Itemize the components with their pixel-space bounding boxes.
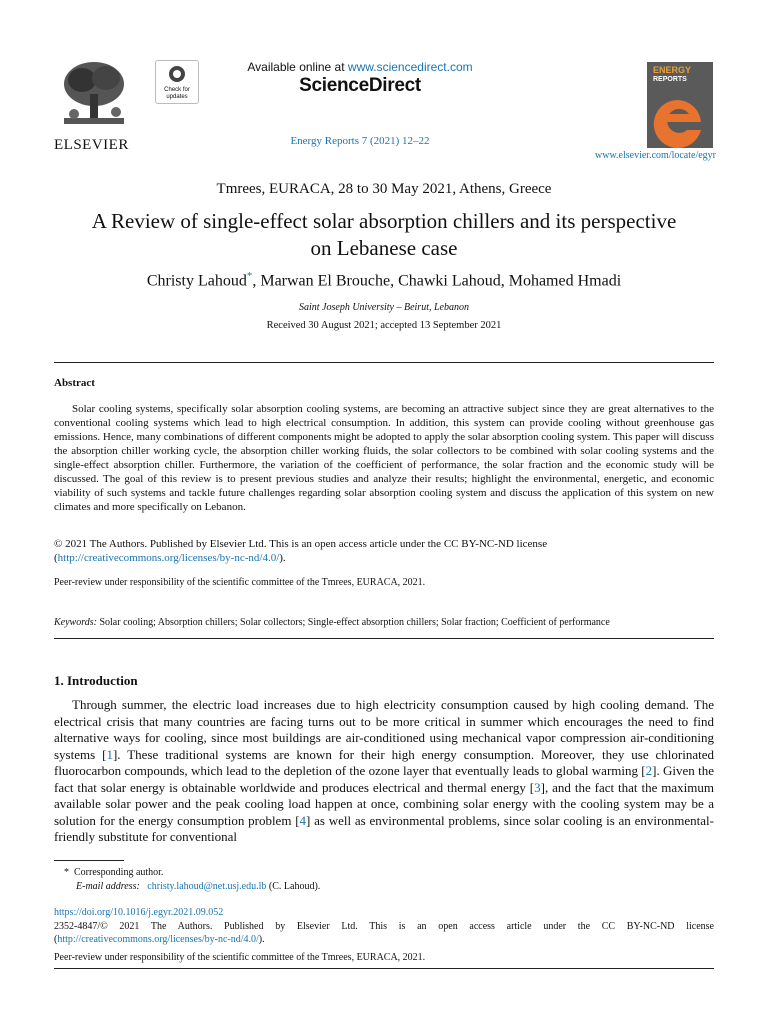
elsevier-logo (54, 58, 134, 153)
abstract-heading: Abstract (54, 377, 95, 389)
author-email-link[interactable]: christy.lahoud@net.usj.edu.lb (147, 881, 267, 892)
divider-mid (54, 638, 714, 639)
ref-4-link[interactable]: 4 (299, 812, 307, 828)
corresponding-mark[interactable]: * (246, 270, 253, 282)
divider-top (54, 362, 714, 363)
check-updates-icon (167, 64, 187, 84)
email-footnote: E-mail address: christy.lahoud@net.usj.edu.lb (C. Lahoud). (76, 881, 321, 892)
conference-line: Tmrees, EURACA, 28 to 30 May 2021, Athens, Greece (216, 181, 552, 197)
journal-cover-e-icon (647, 92, 713, 148)
sciencedirect-brand: ScienceDirect (299, 75, 421, 96)
doi-link[interactable]: https://doi.org/10.1016/j.egyr.2021.09.052 (54, 907, 224, 918)
footnote-divider (54, 860, 124, 861)
keywords: Keywords: Solar cooling; Absorption chillers; Solar collectors; Single-effect absorption chillers; Solar fraction; Coefficient of performance (54, 617, 610, 628)
received-dates: Received 30 August 2021; accepted 13 September 2021 (266, 320, 502, 331)
article-title: A Review of single-effect solar absorption chillers and its perspective on Lebanese case (91, 209, 677, 260)
intro-paragraph: Through summer, the electric load increases due to high electricity consumption caused by high cooling demand. The electrical crisis that many countries are facing turns out to be more critical in summer which encourages the need to find alternative ways for cooling, since most buildings are air-conditioned using mechanical vapor compression air-conditioning systems [1]. These traditional systems are known for their high energy consumption. Moreover, they use chlorinated fluorocarbon compounds, which lead to the depletion of the ozone layer that eventually leads to global warming [2]. Given the fact that solar energy is obtainable worldwide and produces electrical and thermal energy [3], and the fact that the maximum available solar power and the peak cooling load happen at once, combining solar energy with the cooling system may be a solution for the energy consumption problem [4] as well as environmental problems, since solar cooling is an environmental-friendly substitute for conventional (54, 697, 715, 844)
abstract-peer-review: Peer-review under responsibility of the scientific committee of the Tmrees, EURACA, 2021. (54, 577, 426, 588)
abstract-license-link[interactable]: http://creativecommons.org/licenses/by-nc-nd/4.0/ (57, 552, 280, 564)
author-list: Christy Lahoud*, Marwan El Brouche, Chawki Lahoud, Mohamed Hmadi (146, 270, 622, 290)
journal-cover: ENERGY REPORTS (647, 62, 713, 148)
abstract-copyright: © 2021 The Authors. Published by Elsevier Ltd. This is an open access article under the CC BY-NC-ND license (http://creativecommons.org/licenses/by-nc-nd/4.0/). (54, 538, 548, 564)
ref-2-link[interactable]: 2 (645, 763, 653, 778)
corresponding-footnote: * Corresponding author. (64, 867, 164, 878)
ref-1-link[interactable]: 1 (106, 746, 113, 762)
publisher-name: ELSEVIER (54, 137, 129, 153)
ref-3-link[interactable]: 3 (534, 779, 541, 795)
divider-bottom (54, 968, 714, 969)
elsevier-tree-icon (54, 58, 134, 130)
footer-peer-review: Peer-review under responsibility of the scientific committee of the Tmrees, EURACA, 2021. (54, 952, 426, 963)
footer-license-link[interactable]: http://creativecommons.org/licenses/by-nc-nd/4.0/ (57, 934, 259, 945)
author-lahoud: Christy Lahoud (146, 272, 247, 290)
journal-url[interactable]: www.elsevier.com/locate/egyr (595, 150, 716, 161)
intro-heading: 1. Introduction (54, 673, 138, 688)
journal-citation[interactable]: Energy Reports 7 (2021) 12–22 (290, 135, 430, 147)
check-for-updates-badge[interactable]: Check for updates (155, 60, 199, 104)
abstract-text: Solar cooling systems, specifically solar absorption cooling systems, are becoming an attractive subject since they are great alternatives to the conventional cooling systems which lead to high electrical consumption. In addition, this system can provide cooling without greenhouse gas emissions. Hence, many combinations of different components might be adopted to apply the solar absorption cooling system. This paper will discuss the absorption chiller working cycle, the absorption chiller working fluids, the solar collectors to be combined with solar cooling systems and the single-effect absorption chiller. Furthermore, the variation of the coefficient of performance, the solar fraction and the economic study will be discussed. The goal of this review is to present previous studies and analyze their results; highlight the environmental, energetic, and economic viability of such systems and tackle future challenges regarding solar absorption cooling system and discuss the application of this system on new climates and more specifically on Lebanon. (54, 403, 714, 513)
sciencedirect-link[interactable]: www.sciencedirect.com (347, 60, 473, 74)
affiliation: Saint Joseph University – Beirut, Lebanon (299, 302, 469, 313)
available-online: Available online at www.sciencedirect.com (247, 60, 473, 74)
issn-license: 2352-4847/© 2021 The Authors. Published by Elsevier Ltd. This is an open access article under the CC BY-NC-ND license (http://creativecommons.org/licenses/by-nc-nd/4.0/). (54, 921, 714, 945)
